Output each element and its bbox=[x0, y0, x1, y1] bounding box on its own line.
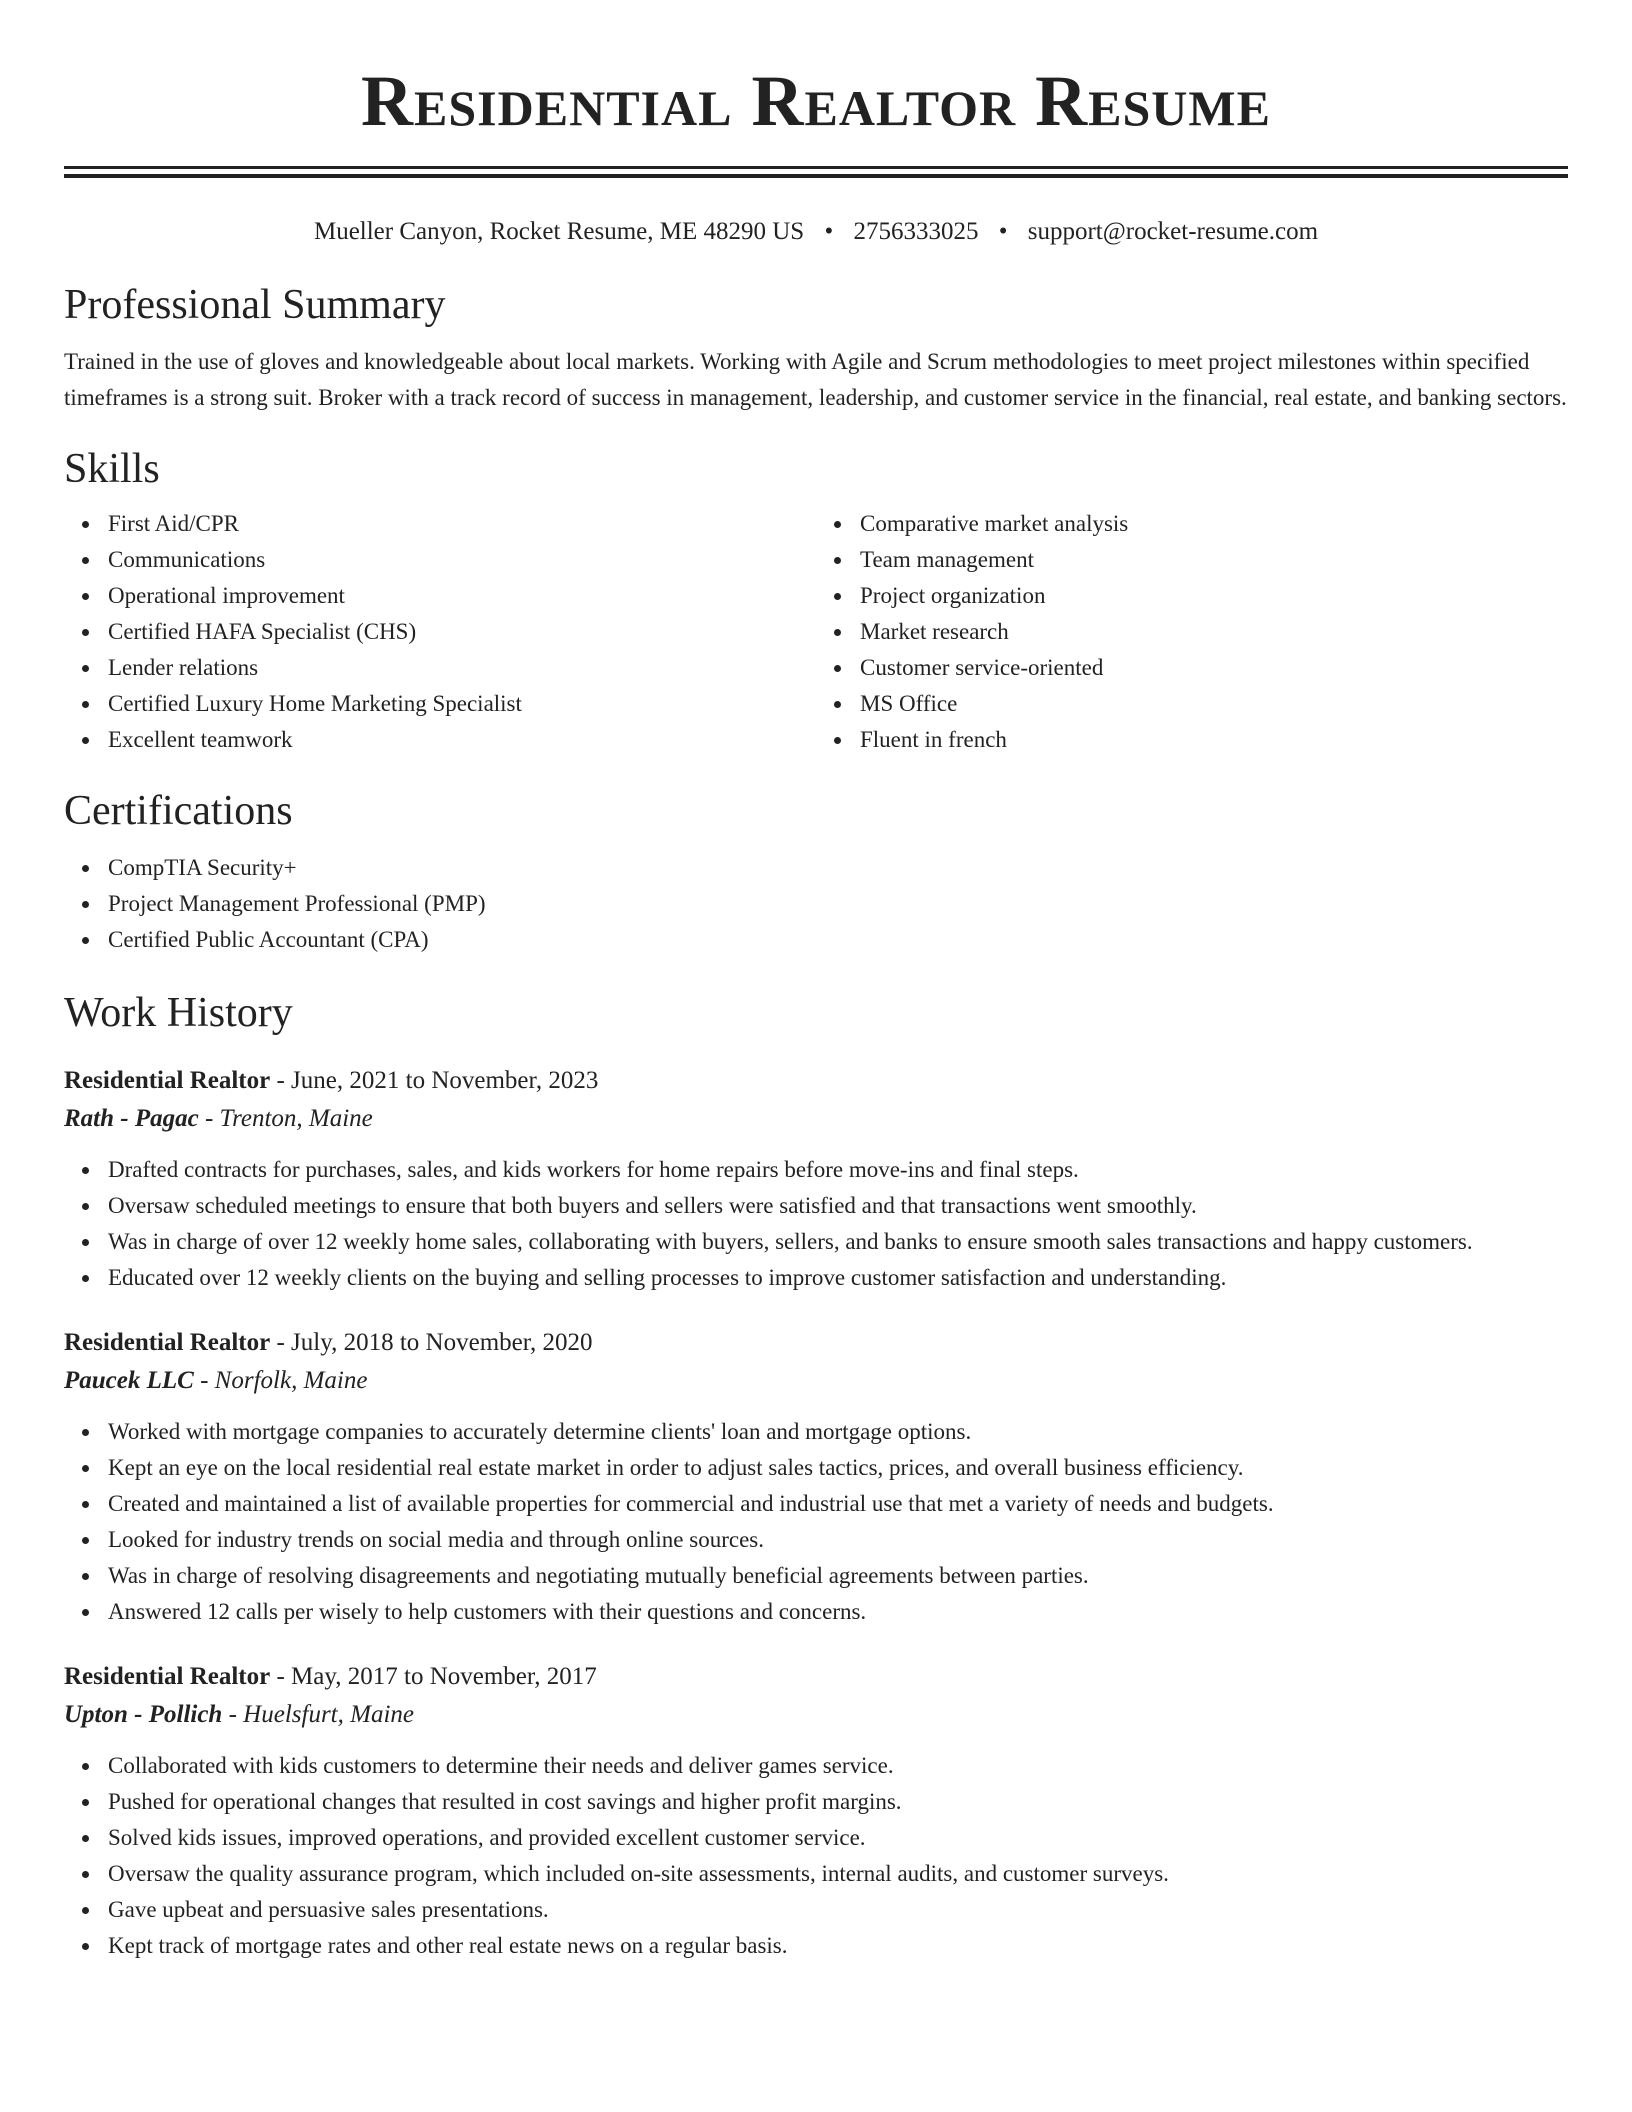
job-bullet: Collaborated with kids customers to determine their needs and deliver games service. bbox=[108, 1748, 1568, 1784]
dash: - bbox=[228, 1701, 237, 1728]
job-bullet: Solved kids issues, improved operations, and provided excellent customer service. bbox=[108, 1820, 1568, 1856]
certification-item: Certified Public Accountant (CPA) bbox=[108, 922, 1568, 958]
job-bullet: Oversaw scheduled meetings to ensure that both buyers and sellers were satisfied and that transactions went smoothly. bbox=[108, 1188, 1568, 1224]
dash: - bbox=[276, 1067, 285, 1094]
job-dates: May, 2017 to November, 2017 bbox=[291, 1663, 597, 1690]
job-dates: June, 2021 to November, 2023 bbox=[291, 1067, 599, 1094]
job-location: Trenton, Maine bbox=[219, 1105, 373, 1132]
work-history-heading: Work History bbox=[64, 990, 293, 1036]
skill-item: Operational improvement bbox=[108, 578, 816, 614]
contact-separator: • bbox=[824, 218, 834, 245]
job-bullets bbox=[64, 1414, 1568, 1630]
dash: - bbox=[276, 1329, 285, 1356]
job-title-line bbox=[64, 1658, 1568, 1696]
certifications-list bbox=[64, 850, 1568, 958]
dash: - bbox=[204, 1105, 214, 1132]
job-bullets bbox=[64, 1152, 1568, 1296]
skill-item: Market research bbox=[860, 614, 1568, 650]
job-title: Residential Realtor bbox=[64, 1067, 271, 1094]
job-company-line bbox=[64, 1696, 1568, 1734]
job-bullet: Was in charge of over 12 weekly home sales, collaborating with buyers, sellers, and banks to ensure smooth sales transactions and happy customers. bbox=[108, 1224, 1568, 1260]
skills-columns bbox=[64, 506, 1568, 758]
contact-line bbox=[64, 216, 1568, 248]
skills-list-right bbox=[816, 506, 1568, 758]
job-entry bbox=[64, 1324, 1568, 1630]
title-double-rule bbox=[64, 166, 1568, 178]
job-bullet: Oversaw the quality assurance program, which included on-site assessments, internal audits, and customer surveys. bbox=[108, 1856, 1568, 1892]
job-bullet: Looked for industry trends on social media and through online sources. bbox=[108, 1522, 1568, 1558]
job-company-line bbox=[64, 1362, 1568, 1400]
job-bullet: Educated over 12 weekly clients on the buying and selling processes to improve customer satisfaction and understanding. bbox=[108, 1260, 1568, 1296]
skill-item: First Aid/CPR bbox=[108, 506, 816, 542]
job-entry bbox=[64, 1062, 1568, 1296]
contact-separator: • bbox=[998, 218, 1008, 245]
summary-heading: Professional Summary bbox=[64, 282, 446, 328]
job-bullet: Created and maintained a list of available properties for commercial and industrial use that met a variety of needs and budgets. bbox=[108, 1486, 1568, 1522]
job-entry bbox=[64, 1658, 1568, 1964]
job-bullet: Answered 12 calls per wisely to help customers with their questions and concerns. bbox=[108, 1594, 1568, 1630]
job-bullet: Drafted contracts for purchases, sales, and kids workers for home repairs before move-ins and final steps. bbox=[108, 1152, 1568, 1188]
dash: - bbox=[200, 1367, 209, 1394]
skill-item: Certified HAFA Specialist (CHS) bbox=[108, 614, 816, 650]
job-bullet: Gave upbeat and persuasive sales presentations. bbox=[108, 1892, 1568, 1928]
resume-title: Residential Realtor Resume bbox=[361, 61, 1271, 141]
skill-item: Communications bbox=[108, 542, 816, 578]
job-title-line bbox=[64, 1324, 1568, 1362]
resume-page bbox=[64, 0, 1568, 1964]
job-title: Residential Realtor bbox=[64, 1329, 271, 1356]
skills-heading: Skills bbox=[64, 446, 160, 492]
skill-item: Team management bbox=[860, 542, 1568, 578]
job-location: Norfolk, Maine bbox=[214, 1367, 368, 1394]
job-bullet: Kept track of mortgage rates and other real estate news on a regular basis. bbox=[108, 1928, 1568, 1964]
skill-item: MS Office bbox=[860, 686, 1568, 722]
skill-item: Excellent teamwork bbox=[108, 722, 816, 758]
skill-item: Project organization bbox=[860, 578, 1568, 614]
skill-item: Fluent in french bbox=[860, 722, 1568, 758]
job-title: Residential Realtor bbox=[64, 1663, 271, 1690]
job-bullet: Was in charge of resolving disagreements and negotiating mutually beneficial agreements between parties. bbox=[108, 1558, 1568, 1594]
contact-email: support@rocket-resume.com bbox=[1027, 218, 1319, 245]
certification-item: CompTIA Security+ bbox=[108, 850, 1568, 886]
summary-text: Trained in the use of gloves and knowledgeable about local markets. Working with Agile and Scrum methodologies to meet project milestones within specified timeframes is a strong suit. Broker with a track record of success in management, leadership, and customer service in the financial, real estate, and banking sectors. bbox=[64, 349, 1567, 410]
skill-item: Lender relations bbox=[108, 650, 816, 686]
contact-address: Mueller Canyon, Rocket Resume, ME 48290 US bbox=[313, 218, 805, 245]
job-company: Upton - Pollich bbox=[64, 1701, 223, 1728]
job-company: Paucek LLC bbox=[64, 1367, 194, 1394]
certifications-heading: Certifications bbox=[64, 788, 293, 834]
job-company: Rath - Pagac bbox=[64, 1105, 199, 1132]
job-bullets bbox=[64, 1748, 1568, 1964]
job-bullet: Worked with mortgage companies to accurately determine clients' loan and mortgage options. bbox=[108, 1414, 1568, 1450]
dash: - bbox=[276, 1663, 285, 1690]
skill-item: Customer service-oriented bbox=[860, 650, 1568, 686]
certification-item: Project Management Professional (PMP) bbox=[108, 886, 1568, 922]
job-bullet: Pushed for operational changes that resulted in cost savings and higher profit margins. bbox=[108, 1784, 1568, 1820]
contact-phone: 2756333025 bbox=[853, 218, 979, 245]
job-dates: July, 2018 to November, 2020 bbox=[291, 1329, 593, 1356]
skill-item: Comparative market analysis bbox=[860, 506, 1568, 542]
job-location: Huelsfurt, Maine bbox=[243, 1701, 414, 1728]
job-title-line bbox=[64, 1062, 1568, 1100]
skill-item: Certified Luxury Home Marketing Specialist bbox=[108, 686, 816, 722]
job-company-line bbox=[64, 1100, 1568, 1138]
job-bullet: Kept an eye on the local residential real estate market in order to adjust sales tactics, prices, and overall business efficiency. bbox=[108, 1450, 1568, 1486]
skills-list-left bbox=[64, 506, 816, 758]
